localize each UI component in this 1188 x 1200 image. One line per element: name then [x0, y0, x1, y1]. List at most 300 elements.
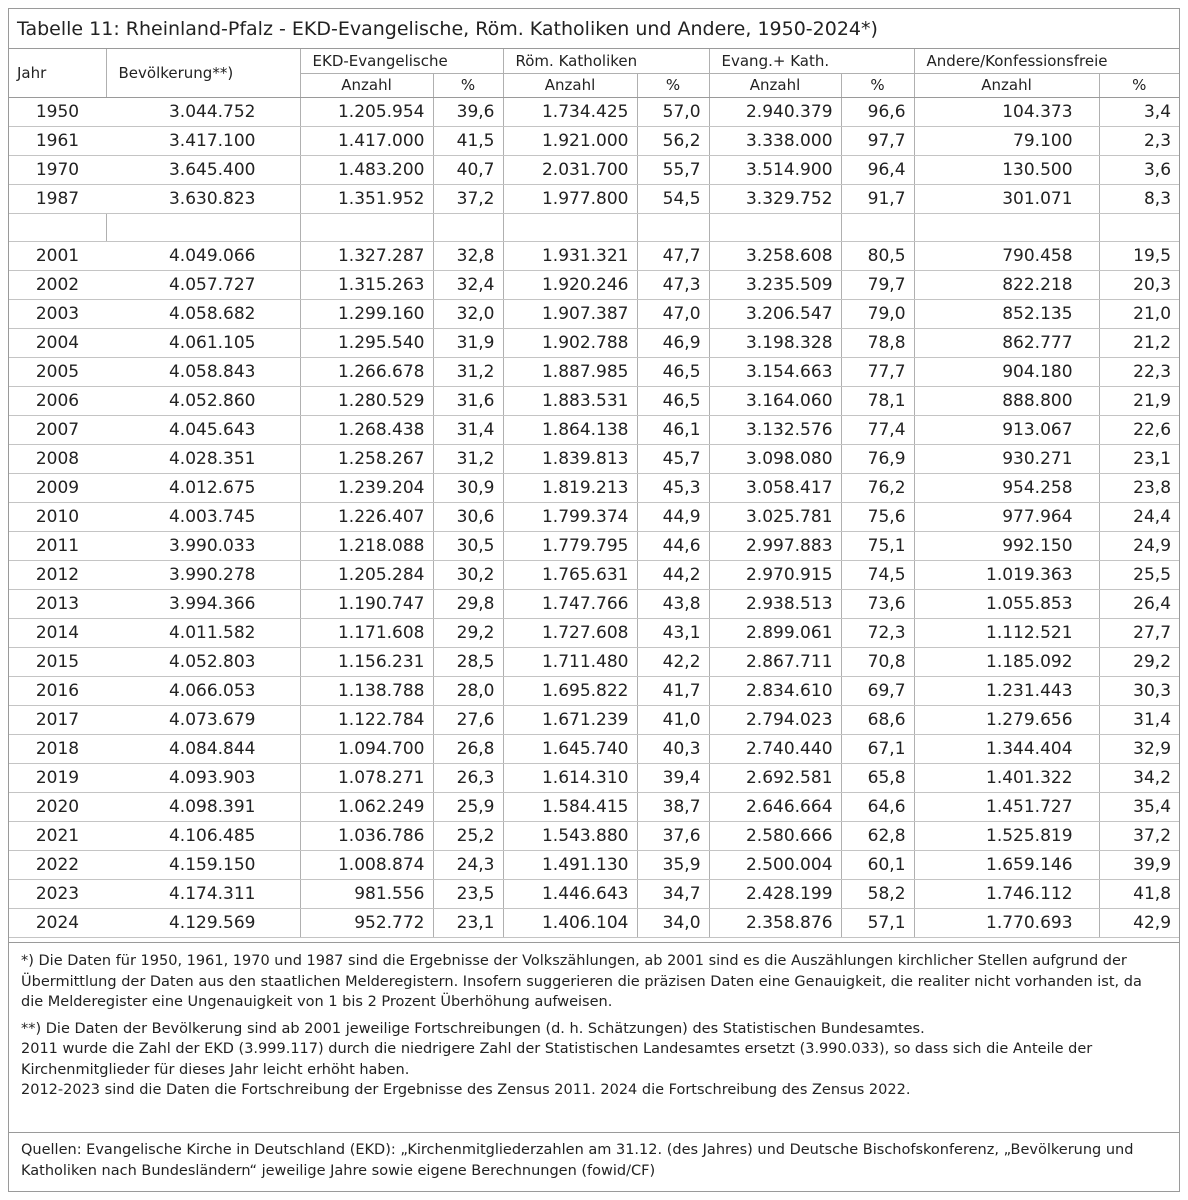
cell-ekd-anzahl: 1.258.267 [300, 444, 433, 473]
cell-kath-anzahl: 1.446.643 [503, 879, 637, 908]
cell-bevoelkerung: 4.028.351 [106, 444, 300, 473]
cell-ekd-pct: 30,5 [433, 531, 503, 560]
cell-ekd-anzahl: 1.171.608 [300, 618, 433, 647]
cell-andere-anzahl: 852.135 [914, 299, 1099, 328]
cell-kath-pct: 43,1 [637, 618, 709, 647]
cell-kath-anzahl: 1.747.766 [503, 589, 637, 618]
header-anzahl: Anzahl [709, 73, 841, 97]
cell-andere-pct: 8,3 [1099, 184, 1179, 213]
cell-andere-anzahl: 888.800 [914, 386, 1099, 415]
cell-jahr: 2002 [9, 270, 106, 299]
cell-ekd-anzahl: 1.205.284 [300, 560, 433, 589]
cell-jahr: 2003 [9, 299, 106, 328]
cell-ekd-anzahl: 1.062.249 [300, 792, 433, 821]
cell-evkath-anzahl: 2.692.581 [709, 763, 841, 792]
table-row [9, 184, 1179, 213]
cell-andere-anzahl: 992.150 [914, 531, 1099, 560]
cell-kath-anzahl: 1.765.631 [503, 560, 637, 589]
cell-ekd-pct: 24,3 [433, 850, 503, 879]
cell-kath-pct: 47,0 [637, 299, 709, 328]
spacer-row [9, 213, 1179, 241]
cell-ekd-pct: 37,2 [433, 184, 503, 213]
cell-kath-pct: 34,0 [637, 908, 709, 937]
cell-kath-anzahl: 1.711.480 [503, 647, 637, 676]
cell-evkath-pct: 91,7 [841, 184, 914, 213]
cell-evkath-pct: 77,7 [841, 357, 914, 386]
table-row [9, 241, 1179, 270]
cell-andere-pct: 23,8 [1099, 473, 1179, 502]
header-jahr: Jahr [9, 49, 106, 97]
cell-ekd-pct: 23,1 [433, 908, 503, 937]
header-anzahl: Anzahl [503, 73, 637, 97]
table-title: Tabelle 11: Rheinland-Pfalz - EKD-Evangelische, Röm. Katholiken und Andere, 1950-2024*) [9, 9, 1179, 49]
cell-bevoelkerung: 4.073.679 [106, 705, 300, 734]
cell-kath-pct: 41,7 [637, 676, 709, 705]
cell-jahr: 2011 [9, 531, 106, 560]
table-row [9, 473, 1179, 502]
table-body-early [9, 97, 1179, 213]
cell-evkath-pct: 72,3 [841, 618, 914, 647]
cell-jahr: 2016 [9, 676, 106, 705]
cell-jahr: 2001 [9, 241, 106, 270]
cell-ekd-pct: 40,7 [433, 155, 503, 184]
cell-kath-anzahl: 1.902.788 [503, 328, 637, 357]
table-row [9, 763, 1179, 792]
cell-kath-pct: 57,0 [637, 97, 709, 126]
cell-ekd-pct: 28,5 [433, 647, 503, 676]
cell-evkath-pct: 76,9 [841, 444, 914, 473]
table-row [9, 299, 1179, 328]
cell-ekd-pct: 39,6 [433, 97, 503, 126]
cell-andere-pct: 32,9 [1099, 734, 1179, 763]
cell-andere-pct: 35,4 [1099, 792, 1179, 821]
cell-ekd-pct: 27,6 [433, 705, 503, 734]
cell-andere-pct: 37,2 [1099, 821, 1179, 850]
cell-bevoelkerung: 4.159.150 [106, 850, 300, 879]
cell-kath-pct: 47,3 [637, 270, 709, 299]
cell-evkath-pct: 75,1 [841, 531, 914, 560]
cell-evkath-pct: 96,4 [841, 155, 914, 184]
cell-andere-pct: 23,1 [1099, 444, 1179, 473]
cell-kath-pct: 47,7 [637, 241, 709, 270]
cell-jahr: 2004 [9, 328, 106, 357]
table-gap [9, 213, 1179, 241]
cell-evkath-anzahl: 3.514.900 [709, 155, 841, 184]
cell-ekd-anzahl: 1.094.700 [300, 734, 433, 763]
table-row [9, 386, 1179, 415]
cell-andere-pct: 30,3 [1099, 676, 1179, 705]
cell-kath-pct: 44,9 [637, 502, 709, 531]
cell-kath-pct: 35,9 [637, 850, 709, 879]
cell-jahr: 2022 [9, 850, 106, 879]
cell-evkath-anzahl: 3.098.080 [709, 444, 841, 473]
cell-kath-pct: 41,0 [637, 705, 709, 734]
cell-kath-pct: 42,2 [637, 647, 709, 676]
cell-evkath-anzahl: 2.358.876 [709, 908, 841, 937]
sources-text: Quellen: Evangelische Kirche in Deutschland (EKD): „Kirchenmitgliederzahlen am 31.12. (des Jahres) und Deutsche Bischofskonferenz, „Bevölkerung und Katholiken nach Bundesländern“ jeweilige Jahre sowie eigene Berechnungen (fowid/CF) [21, 1142, 1134, 1179]
cell-ekd-anzahl: 1.226.407 [300, 502, 433, 531]
header-group-evang-kath: Evang.+ Kath. [709, 49, 914, 73]
cell-evkath-anzahl: 2.580.666 [709, 821, 841, 850]
cell-jahr: 2007 [9, 415, 106, 444]
cell-kath-pct: 39,4 [637, 763, 709, 792]
cell-ekd-pct: 41,5 [433, 126, 503, 155]
cell-evkath-pct: 62,8 [841, 821, 914, 850]
table-row [9, 821, 1179, 850]
data-table [9, 49, 1179, 938]
cell-kath-pct: 46,5 [637, 357, 709, 386]
cell-kath-pct: 54,5 [637, 184, 709, 213]
cell-kath-pct: 46,5 [637, 386, 709, 415]
cell-andere-pct: 34,2 [1099, 763, 1179, 792]
cell-andere-pct: 2,3 [1099, 126, 1179, 155]
cell-ekd-anzahl: 1.156.231 [300, 647, 433, 676]
cell-ekd-anzahl: 1.295.540 [300, 328, 433, 357]
cell-andere-anzahl: 1.344.404 [914, 734, 1099, 763]
cell-kath-anzahl: 1.584.415 [503, 792, 637, 821]
cell-andere-pct: 3,4 [1099, 97, 1179, 126]
cell-andere-pct: 20,3 [1099, 270, 1179, 299]
cell-ekd-pct: 29,2 [433, 618, 503, 647]
cell-jahr: 2021 [9, 821, 106, 850]
cell-bevoelkerung: 4.084.844 [106, 734, 300, 763]
table-row [9, 850, 1179, 879]
cell-evkath-anzahl: 2.428.199 [709, 879, 841, 908]
cell-bevoelkerung: 4.129.569 [106, 908, 300, 937]
document-page [8, 8, 1180, 1192]
cell-jahr: 2020 [9, 792, 106, 821]
table-row [9, 879, 1179, 908]
cell-andere-pct: 21,9 [1099, 386, 1179, 415]
cell-bevoelkerung: 4.061.105 [106, 328, 300, 357]
cell-andere-anzahl: 1.112.521 [914, 618, 1099, 647]
header-pct: % [433, 73, 503, 97]
cell-bevoelkerung: 4.058.843 [106, 357, 300, 386]
cell-andere-anzahl: 1.525.819 [914, 821, 1099, 850]
cell-evkath-anzahl: 3.206.547 [709, 299, 841, 328]
cell-kath-anzahl: 2.031.700 [503, 155, 637, 184]
header-pct: % [637, 73, 709, 97]
cell-ekd-pct: 31,2 [433, 444, 503, 473]
cell-kath-anzahl: 1.907.387 [503, 299, 637, 328]
table-row [9, 618, 1179, 647]
cell-kath-pct: 55,7 [637, 155, 709, 184]
header-anzahl: Anzahl [914, 73, 1099, 97]
cell-kath-anzahl: 1.883.531 [503, 386, 637, 415]
table-row [9, 270, 1179, 299]
cell-bevoelkerung: 4.003.745 [106, 502, 300, 531]
table-row [9, 676, 1179, 705]
cell-andere-anzahl: 904.180 [914, 357, 1099, 386]
cell-evkath-pct: 57,1 [841, 908, 914, 937]
cell-kath-anzahl: 1.887.985 [503, 357, 637, 386]
cell-bevoelkerung: 4.058.682 [106, 299, 300, 328]
cell-andere-pct: 22,6 [1099, 415, 1179, 444]
cell-bevoelkerung: 3.990.278 [106, 560, 300, 589]
cell-kath-pct: 34,7 [637, 879, 709, 908]
table-row [9, 705, 1179, 734]
cell-ekd-pct: 32,8 [433, 241, 503, 270]
cell-evkath-anzahl: 2.970.915 [709, 560, 841, 589]
cell-ekd-pct: 25,9 [433, 792, 503, 821]
cell-ekd-pct: 30,6 [433, 502, 503, 531]
cell-bevoelkerung: 4.066.053 [106, 676, 300, 705]
cell-ekd-pct: 23,5 [433, 879, 503, 908]
cell-bevoelkerung: 4.012.675 [106, 473, 300, 502]
cell-ekd-anzahl: 1.036.786 [300, 821, 433, 850]
header-group-ekd: EKD-Evangelische [300, 49, 503, 73]
cell-jahr: 2012 [9, 560, 106, 589]
header-group-andere: Andere/Konfessionsfreie [914, 49, 1179, 73]
table-row [9, 792, 1179, 821]
cell-ekd-anzahl: 1.315.263 [300, 270, 433, 299]
cell-ekd-pct: 30,9 [433, 473, 503, 502]
cell-kath-anzahl: 1.921.000 [503, 126, 637, 155]
cell-jahr: 2023 [9, 879, 106, 908]
cell-andere-anzahl: 954.258 [914, 473, 1099, 502]
cell-evkath-pct: 97,7 [841, 126, 914, 155]
table-row [9, 97, 1179, 126]
cell-ekd-pct: 32,4 [433, 270, 503, 299]
cell-evkath-anzahl: 3.258.608 [709, 241, 841, 270]
cell-andere-anzahl: 862.777 [914, 328, 1099, 357]
cell-bevoelkerung: 3.630.823 [106, 184, 300, 213]
cell-kath-anzahl: 1.543.880 [503, 821, 637, 850]
cell-jahr: 2010 [9, 502, 106, 531]
cell-andere-anzahl: 130.500 [914, 155, 1099, 184]
footnote-1: *) Die Daten für 1950, 1961, 1970 und 1987 sind die Ergebnisse der Volkszählungen, ab 2001 sind es die Auszählungen kirchlicher Stellen aufgrund der Übermittlung der Daten aus den staatlichen Melderegistern. Insofern suggerieren die präzisen Daten eine Genauigkeit, die realiter nicht vorhanden ist, da die Melderegister eine Ungenauigkeit von 1 bis 2 Prozent Überhöhung aufweisen. [21, 953, 1142, 1010]
cell-evkath-anzahl: 2.646.664 [709, 792, 841, 821]
cell-ekd-anzahl: 1.266.678 [300, 357, 433, 386]
cell-jahr: 2015 [9, 647, 106, 676]
table-row [9, 328, 1179, 357]
cell-evkath-anzahl: 2.867.711 [709, 647, 841, 676]
cell-evkath-pct: 70,8 [841, 647, 914, 676]
cell-jahr: 2018 [9, 734, 106, 763]
header-bevoelkerung: Bevölkerung**) [106, 49, 300, 97]
cell-andere-anzahl: 977.964 [914, 502, 1099, 531]
cell-ekd-anzahl: 1.351.952 [300, 184, 433, 213]
cell-andere-anzahl: 930.271 [914, 444, 1099, 473]
cell-evkath-anzahl: 2.740.440 [709, 734, 841, 763]
cell-andere-pct: 27,7 [1099, 618, 1179, 647]
header-group-katholiken: Röm. Katholiken [503, 49, 709, 73]
cell-evkath-pct: 76,2 [841, 473, 914, 502]
cell-andere-pct: 22,3 [1099, 357, 1179, 386]
cell-evkath-pct: 65,8 [841, 763, 914, 792]
cell-evkath-anzahl: 3.154.663 [709, 357, 841, 386]
cell-ekd-anzahl: 1.138.788 [300, 676, 433, 705]
cell-bevoelkerung: 4.049.066 [106, 241, 300, 270]
cell-evkath-pct: 79,7 [841, 270, 914, 299]
cell-andere-pct: 3,6 [1099, 155, 1179, 184]
cell-evkath-anzahl: 3.235.509 [709, 270, 841, 299]
cell-ekd-anzahl: 1.280.529 [300, 386, 433, 415]
cell-ekd-anzahl: 952.772 [300, 908, 433, 937]
cell-kath-pct: 56,2 [637, 126, 709, 155]
cell-bevoelkerung: 4.098.391 [106, 792, 300, 821]
cell-evkath-pct: 80,5 [841, 241, 914, 270]
cell-kath-anzahl: 1.819.213 [503, 473, 637, 502]
cell-andere-anzahl: 301.071 [914, 184, 1099, 213]
cell-kath-pct: 45,3 [637, 473, 709, 502]
footnotes [9, 942, 1179, 1101]
cell-kath-anzahl: 1.799.374 [503, 502, 637, 531]
cell-andere-anzahl: 1.019.363 [914, 560, 1099, 589]
cell-andere-pct: 19,5 [1099, 241, 1179, 270]
cell-andere-anzahl: 822.218 [914, 270, 1099, 299]
table-row [9, 444, 1179, 473]
header-anzahl: Anzahl [300, 73, 433, 97]
cell-bevoelkerung: 3.990.033 [106, 531, 300, 560]
cell-kath-anzahl: 1.695.822 [503, 676, 637, 705]
cell-evkath-anzahl: 3.025.781 [709, 502, 841, 531]
cell-ekd-anzahl: 1.239.204 [300, 473, 433, 502]
cell-evkath-anzahl: 2.940.379 [709, 97, 841, 126]
header-row-groups [9, 49, 1179, 73]
cell-kath-anzahl: 1.734.425 [503, 97, 637, 126]
cell-andere-pct: 24,4 [1099, 502, 1179, 531]
table-body-late [9, 241, 1179, 937]
cell-andere-anzahl: 1.231.443 [914, 676, 1099, 705]
table-row [9, 126, 1179, 155]
cell-bevoelkerung: 4.106.485 [106, 821, 300, 850]
cell-kath-pct: 45,7 [637, 444, 709, 473]
cell-evkath-anzahl: 2.938.513 [709, 589, 841, 618]
cell-kath-anzahl: 1.931.321 [503, 241, 637, 270]
cell-kath-anzahl: 1.671.239 [503, 705, 637, 734]
cell-andere-anzahl: 79.100 [914, 126, 1099, 155]
cell-jahr: 2006 [9, 386, 106, 415]
footnote-2: **) Die Daten der Bevölkerung sind ab 2001 jeweilige Fortschreibungen (d. h. Schätzungen) des Statistischen Bundesamtes. [21, 1020, 925, 1037]
cell-ekd-pct: 25,2 [433, 821, 503, 850]
cell-kath-anzahl: 1.727.608 [503, 618, 637, 647]
cell-ekd-pct: 31,6 [433, 386, 503, 415]
cell-kath-anzahl: 1.864.138 [503, 415, 637, 444]
cell-andere-pct: 29,2 [1099, 647, 1179, 676]
cell-evkath-anzahl: 2.997.883 [709, 531, 841, 560]
cell-kath-anzahl: 1.614.310 [503, 763, 637, 792]
cell-ekd-anzahl: 1.205.954 [300, 97, 433, 126]
cell-ekd-pct: 31,4 [433, 415, 503, 444]
table-row [9, 155, 1179, 184]
cell-ekd-anzahl: 1.008.874 [300, 850, 433, 879]
cell-bevoelkerung: 4.093.903 [106, 763, 300, 792]
cell-evkath-pct: 67,1 [841, 734, 914, 763]
cell-kath-pct: 46,9 [637, 328, 709, 357]
cell-bevoelkerung: 4.045.643 [106, 415, 300, 444]
table-row [9, 357, 1179, 386]
cell-ekd-pct: 29,8 [433, 589, 503, 618]
cell-andere-pct: 21,0 [1099, 299, 1179, 328]
cell-evkath-pct: 79,0 [841, 299, 914, 328]
cell-jahr: 2008 [9, 444, 106, 473]
cell-andere-anzahl: 790.458 [914, 241, 1099, 270]
table-row [9, 647, 1179, 676]
cell-andere-anzahl: 1.659.146 [914, 850, 1099, 879]
cell-evkath-pct: 78,8 [841, 328, 914, 357]
cell-evkath-anzahl: 3.058.417 [709, 473, 841, 502]
cell-andere-pct: 21,2 [1099, 328, 1179, 357]
header-pct: % [1099, 73, 1179, 97]
cell-evkath-pct: 64,6 [841, 792, 914, 821]
cell-jahr: 2019 [9, 763, 106, 792]
cell-andere-anzahl: 1.055.853 [914, 589, 1099, 618]
cell-evkath-pct: 69,7 [841, 676, 914, 705]
cell-bevoelkerung: 3.417.100 [106, 126, 300, 155]
cell-jahr: 1987 [9, 184, 106, 213]
cell-ekd-pct: 30,2 [433, 560, 503, 589]
cell-kath-anzahl: 1.645.740 [503, 734, 637, 763]
cell-ekd-anzahl: 1.327.287 [300, 241, 433, 270]
table-row [9, 589, 1179, 618]
table-row [9, 415, 1179, 444]
cell-andere-pct: 31,4 [1099, 705, 1179, 734]
cell-jahr: 2005 [9, 357, 106, 386]
footnote-3: 2011 wurde die Zahl der EKD (3.999.117) durch die niedrigere Zahl der Statistischen Landesamtes ersetzt (3.990.033), so dass sich die Anteile der Kirchenmitglieder für dieses Jahr leicht erhöht haben. [21, 1041, 1093, 1078]
table-row [9, 908, 1179, 937]
cell-andere-anzahl: 1.770.693 [914, 908, 1099, 937]
cell-evkath-pct: 74,5 [841, 560, 914, 589]
table-row [9, 502, 1179, 531]
cell-kath-anzahl: 1.839.813 [503, 444, 637, 473]
cell-jahr: 2024 [9, 908, 106, 937]
cell-ekd-anzahl: 1.218.088 [300, 531, 433, 560]
cell-evkath-anzahl: 2.899.061 [709, 618, 841, 647]
cell-evkath-pct: 75,6 [841, 502, 914, 531]
cell-ekd-pct: 31,2 [433, 357, 503, 386]
cell-ekd-anzahl: 1.268.438 [300, 415, 433, 444]
cell-kath-anzahl: 1.779.795 [503, 531, 637, 560]
cell-andere-anzahl: 1.279.656 [914, 705, 1099, 734]
table-row [9, 560, 1179, 589]
cell-ekd-anzahl: 1.078.271 [300, 763, 433, 792]
cell-ekd-pct: 28,0 [433, 676, 503, 705]
cell-andere-pct: 42,9 [1099, 908, 1179, 937]
cell-andere-anzahl: 1.746.112 [914, 879, 1099, 908]
cell-jahr: 2017 [9, 705, 106, 734]
cell-evkath-pct: 73,6 [841, 589, 914, 618]
cell-evkath-pct: 60,1 [841, 850, 914, 879]
table-row [9, 531, 1179, 560]
cell-andere-anzahl: 913.067 [914, 415, 1099, 444]
table-row [9, 734, 1179, 763]
cell-bevoelkerung: 4.057.727 [106, 270, 300, 299]
cell-evkath-anzahl: 3.329.752 [709, 184, 841, 213]
cell-jahr: 1961 [9, 126, 106, 155]
cell-jahr: 2009 [9, 473, 106, 502]
cell-kath-pct: 37,6 [637, 821, 709, 850]
cell-evkath-anzahl: 2.834.610 [709, 676, 841, 705]
cell-evkath-anzahl: 2.794.023 [709, 705, 841, 734]
cell-kath-anzahl: 1.491.130 [503, 850, 637, 879]
cell-evkath-anzahl: 2.500.004 [709, 850, 841, 879]
cell-ekd-anzahl: 1.190.747 [300, 589, 433, 618]
cell-jahr: 1970 [9, 155, 106, 184]
cell-andere-anzahl: 1.185.092 [914, 647, 1099, 676]
cell-kath-anzahl: 1.920.246 [503, 270, 637, 299]
cell-jahr: 2014 [9, 618, 106, 647]
cell-ekd-anzahl: 981.556 [300, 879, 433, 908]
cell-andere-pct: 39,9 [1099, 850, 1179, 879]
cell-andere-anzahl: 1.451.727 [914, 792, 1099, 821]
cell-evkath-pct: 68,6 [841, 705, 914, 734]
cell-jahr: 1950 [9, 97, 106, 126]
cell-ekd-anzahl: 1.417.000 [300, 126, 433, 155]
cell-ekd-pct: 31,9 [433, 328, 503, 357]
cell-bevoelkerung: 3.994.366 [106, 589, 300, 618]
cell-evkath-pct: 96,6 [841, 97, 914, 126]
